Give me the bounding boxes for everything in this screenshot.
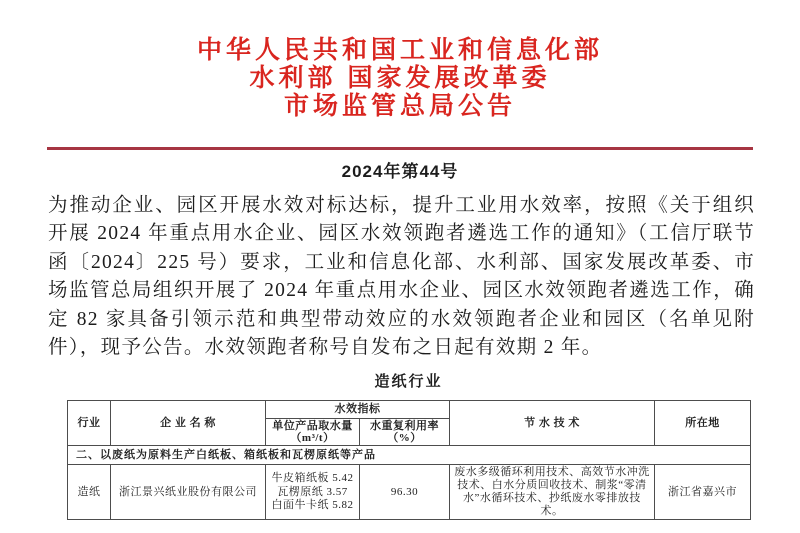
header-reuse-rate-line2: （%） — [387, 432, 422, 445]
header-industry: 行业 — [68, 401, 111, 446]
cell-industry: 造纸 — [68, 465, 111, 520]
cell-tech: 废水多级循环利用技术、高效节水冲洗技术、白水分质回收技术、制浆“零清水”水循环技术、抄纸废水零排放技术。 — [450, 465, 655, 520]
intake-line: 白面牛卡纸 5.82 — [271, 499, 354, 512]
table-row — [68, 465, 751, 520]
intake-line: 瓦楞原纸 3.57 — [277, 485, 348, 498]
category-row — [68, 446, 751, 465]
header-unit-intake-line2: （m³/t） — [290, 432, 335, 445]
header-unit-intake — [266, 419, 360, 446]
header-reuse-rate — [360, 419, 450, 446]
header-unit-intake-line1: 单位产品取水量 — [272, 420, 353, 433]
header-company: 企 业 名 称 — [111, 401, 266, 446]
header-water-efficiency: 水效指标 — [266, 401, 450, 419]
header-location: 所在地 — [655, 401, 751, 446]
leaders-table — [67, 400, 751, 520]
cell-location: 浙江省嘉兴市 — [655, 465, 751, 520]
cell-company: 浙江景兴纸业股份有限公司 — [111, 465, 266, 520]
header-reuse-rate-line1: 水重复利用率 — [370, 420, 439, 433]
title-line-1: 中华人民共和国工业和信息化部 — [196, 36, 603, 64]
header-row-1 — [68, 401, 751, 419]
title-line-2: 水利部 国家发展改革委 — [249, 64, 551, 92]
intake-line: 牛皮箱纸板 5.42 — [271, 472, 354, 485]
page-title — [0, 36, 800, 120]
header-tech: 节 水 技 术 — [450, 401, 655, 446]
table-section-title: 造纸行业 — [374, 374, 443, 391]
red-divider — [47, 147, 753, 150]
doc-number: 2024年第44号 — [341, 162, 459, 181]
announcement-paragraph: 为推动企业、园区开展水效对标达标，提升工业用水效率，按照《关于组织开展 2024 年重点用水企业、园区水效领跑者遴选工作的通知》（工信厅联节函〔2024〕225 号）要求，工业和信息化部、水利部、国家发展改革委、市场监管总局组织开展了 2024 年重点用水企业、园区水效领跑者遴选工作，确定 82 家具备引领示范和典型带动效应的水效领跑者企业和园区（名单见附件），现予公告。水效领跑者称号自发布之日起有效期 2 年。 — [48, 195, 755, 359]
category-label: 二、以废纸为原料生产白纸板、箱纸板和瓦楞原纸等产品 — [68, 446, 751, 465]
cell-unit-intake — [266, 465, 360, 520]
cell-reuse-rate: 96.30 — [360, 465, 450, 520]
title-line-3: 市场监管总局公告 — [283, 92, 516, 120]
